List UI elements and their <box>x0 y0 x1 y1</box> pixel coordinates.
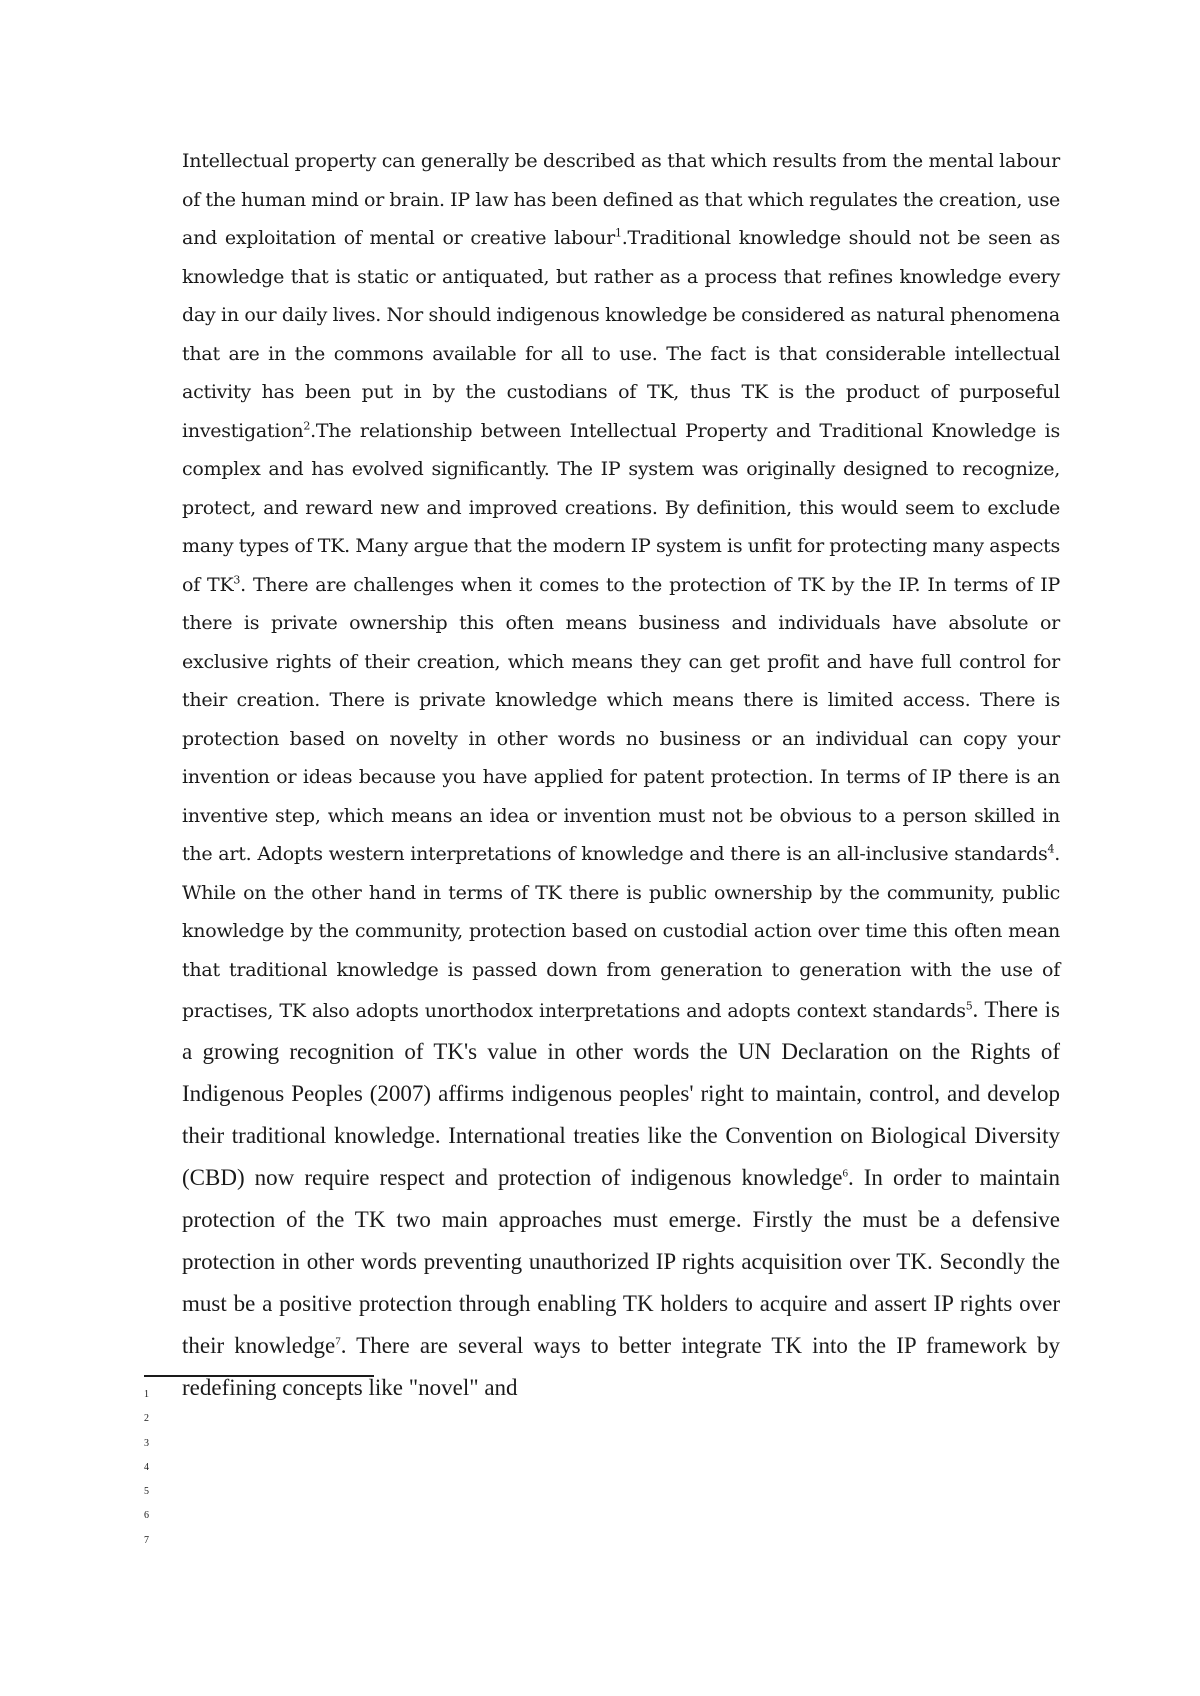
body-text-segment: . There are challenges when it comes to the protection of TK by the IP. In terms of IP there is private ownership this often means business and individuals have absolute or exclusive rights of their creation, which means they can get profit and have full control for their creation. There is private knowledge which means there is limited access. There is protection based on novelty in other words no business or an individual can copy your invention or ideas because you have applied for patent protection. In terms of IP there is an inventive step, which means an idea or invention must not be obvious to a person skilled in the art. Adopts western interpretations of knowledge and there is an all-inclusive standards <box>182 573 1060 865</box>
footnote-list <box>144 1383 149 1553</box>
footnote-reference: 1 <box>614 226 622 240</box>
body-text-segment: . In order to maintain protection of the TK two main approaches must emerge. Firstly the must be a defensive protection in other words preventing unauthorized IP rights acquisition over TK. Secondly the must be a positive protection through enabling TK holders to acquire and assert IP rights over their knowledge <box>182 1165 1060 1358</box>
body-text-segment: .Traditional knowledge should not be seen as knowledge that is static or antiquated, but rather as a process that refines knowledge every day in our daily lives. Nor should indigenous knowledge be considered as natural phenomena that are in the commons available for all to use. The fact is that considerable intellectual activity has been put in by the custodians of TK, thus TK is the product of purposeful investigation <box>182 227 1060 442</box>
body-text-segment: Intellectual property can generally be described as that which results from the mental labour of the human mind or brain. IP law has been defined as that which regulates the creation, use and exploitation of mental or creative labour <box>182 150 1060 249</box>
footnote-reference: 3 <box>233 573 241 587</box>
body-text-segment: . There are several ways to better integrate TK into the IP framework by redefining concepts like "novel" and <box>182 1333 1060 1400</box>
body-text-segment-large <box>182 997 1060 1400</box>
footnote-number: 5 <box>144 1486 149 1498</box>
body-paragraph <box>182 142 1060 1409</box>
body-text-segment: .The relationship between Intellectual Property and Traditional Knowledge is complex and has evolved significantly. The IP system was originally designed to recognize, protect, and reward new and improved creations. By definition, this would seem to exclude many types of TK. Many argue that the modern IP system is unfit for protecting many aspects of TK <box>182 419 1060 596</box>
footnote-reference: 4 <box>1047 842 1055 856</box>
footnote-number: 2 <box>144 1413 149 1425</box>
footnote-number: 4 <box>144 1461 149 1473</box>
body-text-segment: . While on the other hand in terms of TK there is public ownership by the community, public knowledge by the community, protection based on custodial action over time this often mean that traditional knowledge is passed down from generation to generation with the use of practises, TK also adopts unorthodox interpretations and adopts context standards <box>182 843 1060 1022</box>
footnote-number: 1 <box>144 1389 149 1400</box>
footnote-reference: 5 <box>965 999 973 1013</box>
footnote-number: 7 <box>144 1534 149 1546</box>
footnote-reference: 7 <box>335 1335 341 1348</box>
footnote-number: 6 <box>144 1510 149 1522</box>
footnote-reference: 2 <box>303 419 311 433</box>
footnote-separator <box>144 1375 374 1377</box>
footnote-reference: 6 <box>842 1167 848 1180</box>
footnote-number: 3 <box>144 1437 149 1449</box>
body-text-segment: . There is a growing recognition of TK's value in other words the UN Declaration on the Rights of Indigenous Peoples (2007) affirms indigenous peoples' right to maintain, control, and develop their traditional knowledge. International treaties like the Convention on Biological Diversity (CBD) now require respect and protection of indigenous knowledge <box>182 997 1060 1190</box>
